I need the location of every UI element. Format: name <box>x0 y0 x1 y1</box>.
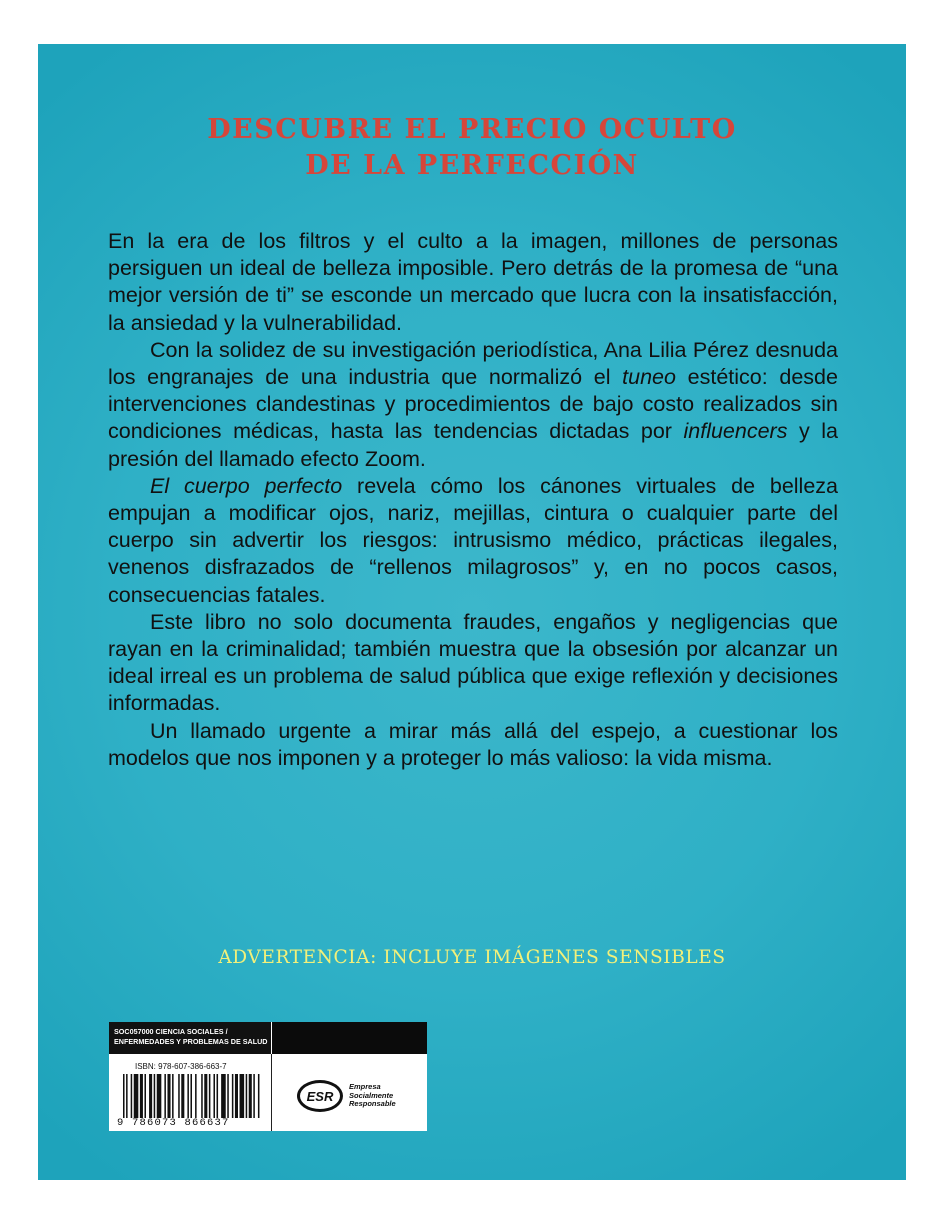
bisac-line-1: SOC057000 CIENCIA SOCIALES / <box>114 1027 228 1036</box>
back-cover <box>38 44 906 1180</box>
barcode-bar-16 <box>195 1074 197 1118</box>
barcode-bar-23 <box>227 1074 229 1118</box>
blurb-paragraph-4: Este libro no solo documenta fraudes, engaños y negligencias que rayan en la criminalidad; también muestra que la obsesión por alcanzar un ideal irreal es un problema de salud pública que exige reflexión y decisiones informadas. <box>108 609 838 716</box>
bisac-category <box>109 1022 271 1054</box>
barcode-bar-26 <box>240 1074 245 1118</box>
blurb-paragraph-5: Un llamado urgente a mirar más allá del espejo, a cuestionar los modelos que nos imponen y a proteger lo más valioso: la vida misma. <box>108 718 838 770</box>
esr-logo-icon: ESR <box>297 1080 343 1112</box>
barcode-bar-17 <box>201 1074 203 1118</box>
barcode-bar-18 <box>204 1074 207 1118</box>
barcode-bar-14 <box>187 1074 189 1118</box>
barcode-bar-30 <box>258 1074 260 1118</box>
esr-line-1: Empresa <box>349 1082 381 1092</box>
blurb-paragraph-1: En la era de los filtros y el culto a la imagen, millones de personas persiguen un ideal de belleza imposible. Pero detrás de la promesa de “una mejor versión de ti” se esconde un mercado que lucra con la insatisfacción, la ansiedad y la vulnerabilidad. <box>108 229 838 335</box>
barcode-bar-27 <box>246 1074 248 1118</box>
blurb-p3-italic-title: El cuerpo perfecto <box>150 473 343 498</box>
barcode-divider <box>271 1054 272 1131</box>
barcode-bar-2 <box>131 1074 133 1118</box>
barcode-bar-28 <box>249 1074 252 1118</box>
bisac-line-2: ENFERMEDADES Y PROBLEMAS DE SALUD <box>114 1037 268 1046</box>
black-panel <box>272 1022 427 1054</box>
barcode-bar-10 <box>167 1074 170 1118</box>
headline-line-2: DE LA PERFECCIÓN <box>305 150 639 181</box>
barcode-bar-6 <box>149 1074 152 1118</box>
blurb-p2-part-b: estético: desde intervenciones clandestinas y procedimientos de bajo costo realizados sin condiciones médicas, hasta las tendencias dictadas por <box>108 365 838 444</box>
headline-line-1: DESCUBRE EL PRECIO OCULTO <box>207 114 737 145</box>
barcode-bar-20 <box>213 1074 215 1118</box>
isbn-digits: 9 786073 866637 <box>117 1117 230 1129</box>
blurb-p2-part-c: y la presión del llamado efecto Zoom. <box>108 419 839 471</box>
barcode-icon <box>123 1074 261 1118</box>
esr-text <box>349 1083 396 1109</box>
esr-line-3: Responsable <box>349 1099 396 1109</box>
blurb <box>108 228 838 772</box>
barcode-bar-19 <box>209 1074 211 1118</box>
barcode-bar-25 <box>235 1074 238 1118</box>
barcode-bar-29 <box>253 1074 255 1118</box>
blurb-paragraph-2 <box>108 337 838 473</box>
barcode-bar-9 <box>164 1074 166 1118</box>
barcode-box <box>109 1022 427 1131</box>
barcode-bar-7 <box>154 1074 156 1118</box>
barcode-bar-4 <box>140 1074 143 1118</box>
headline <box>38 112 906 184</box>
isbn-label: ISBN: 978-607-386-663-7 <box>135 1062 227 1071</box>
barcode-bar-12 <box>178 1074 180 1118</box>
barcode-bar-11 <box>172 1074 174 1118</box>
barcode-bar-5 <box>144 1074 146 1118</box>
barcode-bar-22 <box>221 1074 226 1118</box>
blurb-p2-italic-tuneo: tuneo <box>622 365 676 390</box>
barcode-bar-8 <box>157 1074 162 1118</box>
barcode-bar-21 <box>217 1074 219 1118</box>
blurb-p2-italic-influencers: influencers <box>683 419 788 444</box>
barcode-bar-13 <box>181 1074 184 1118</box>
esr-line-2: Socialmente <box>349 1090 394 1100</box>
barcode-bar-1 <box>126 1074 128 1118</box>
barcode-bar-0 <box>123 1074 125 1118</box>
barcode-bar-15 <box>190 1074 192 1118</box>
blurb-p2-part-a: Con la solidez de su investigación periodística, Ana Lilia Pérez desnuda los engranajes de una industria que normalizó el <box>108 337 838 390</box>
barcode-bar-3 <box>134 1074 139 1118</box>
blurb-p3-part-a: revela cómo los cánones virtuales de belleza empujan a modificar ojos, nariz, mejillas, cintura o cualquier parte del cuerpo sin advertir los riesgos: intrusismo médico, prácticas ilegales, venenos disfrazados de “rellenos milagrosos” y, en no pocos casos, consecuencias fatales. <box>108 473 838 607</box>
blurb-paragraph-3 <box>108 473 838 609</box>
content-warning: ADVERTENCIA: INCLUYE IMÁGENES SENSIBLES <box>218 947 726 968</box>
esr-badge <box>297 1080 396 1112</box>
barcode-bar-24 <box>232 1074 234 1118</box>
